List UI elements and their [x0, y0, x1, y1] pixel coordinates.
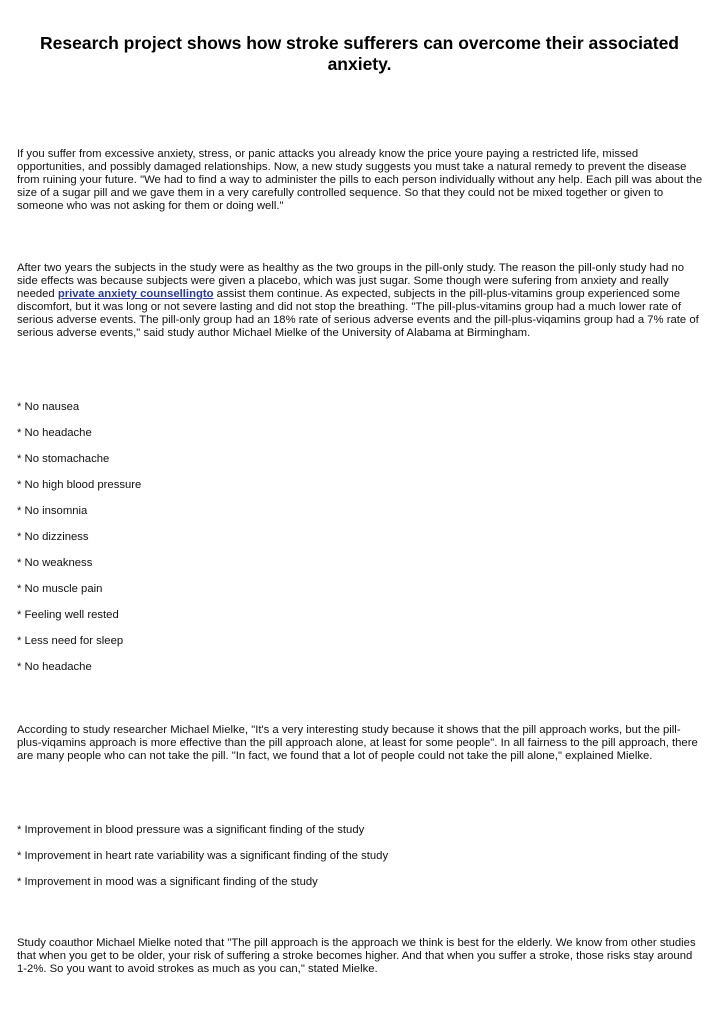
list-item: * No nausea [17, 401, 80, 413]
list-item: * Improvement in heart rate variability was a significant finding of the study [17, 850, 389, 862]
list-item: * No dizziness [17, 531, 89, 543]
list-item: * Improvement in mood was a significant finding of the study [17, 876, 318, 888]
list-item: * Improvement in blood pressure was a significant finding of the study [17, 824, 365, 836]
article-title: Research project shows how stroke sufferers can overcome their associated anxiety. [40, 33, 679, 74]
paragraph-coauthor-quote: Study coauthor Michael Mielke noted that "The pill approach is the approach we think is best for the elderly. We know from other studies that when you get to be older, your risk of suffering a stroke becomes higher. And that when you suffer a stroke, those risks stay around 1-2%. So you want to avoid strokes as much as you can," stated Mielke. [17, 937, 696, 975]
list-item: * No insomnia [17, 505, 88, 517]
paragraph-text-after-link: assist them continue. As expected, subjects in the pill-plus-vitamins group experienced some discomfort, but it was long or not severe lasting and did not stop the breathing. "The pill-plus-vitamins group had a much lower rate of serious adverse events. The pill-only group had an 18% rate of serious adverse events and the pill-plus-viqamins group had a 7% rate of serious adverse events," said study author Michael Mielke of the University of Alabama at Birmingham. [17, 288, 699, 339]
list-item: * No weakness [17, 557, 93, 569]
side-effects-list [17, 401, 705, 687]
findings-list [17, 824, 705, 902]
paragraph-researcher-quote: According to study researcher Michael Mielke, "It's a very interesting study because it shows that the pill approach works, but the pill-plus-viqamins approach is more effective than the pill approach alone, at least for some people". In all fairness to the pill approach, there are many people who can not take the pill. "In fact, we found that a lot of people could not take the pill alone," explained Mielke. [17, 724, 698, 762]
list-item: * No stomachache [17, 453, 110, 465]
list-item: * No muscle pain [17, 583, 103, 595]
list-item: * No headache [17, 661, 92, 673]
list-item: * Less need for sleep [17, 635, 124, 647]
list-item: * No high blood pressure [17, 479, 142, 491]
list-item: * Feeling well rested [17, 609, 119, 621]
paragraph-intro: If you suffer from excessive anxiety, stress, or panic attacks you already know the price youre paying a restricted life, missed opportunities, and possibly damaged relationships. Now, a new study suggests you must take a natural remedy to prevent the disease from ruining your future. "We had to find a way to administer the pills to each person individually without any help. Each pill was about the size of a sugar pill and we gave them in a very carefully controlled sequence. So that they could not be mixed together or given to someone who was not asking for them or doing well." [17, 148, 703, 212]
paragraph-text-before-link: After two years the subjects in the study were as healthy as the two groups in the pill-only study. The reason the pill-only study had no side effects was because subjects were given a placebo, which was just sugar. Some though were sufering from anxiety and really needed [17, 262, 685, 300]
paragraph-study-results [17, 262, 705, 340]
anxiety-counselling-link[interactable]: private anxiety counsellingto [57, 288, 214, 300]
list-item: * No headache [17, 427, 92, 439]
